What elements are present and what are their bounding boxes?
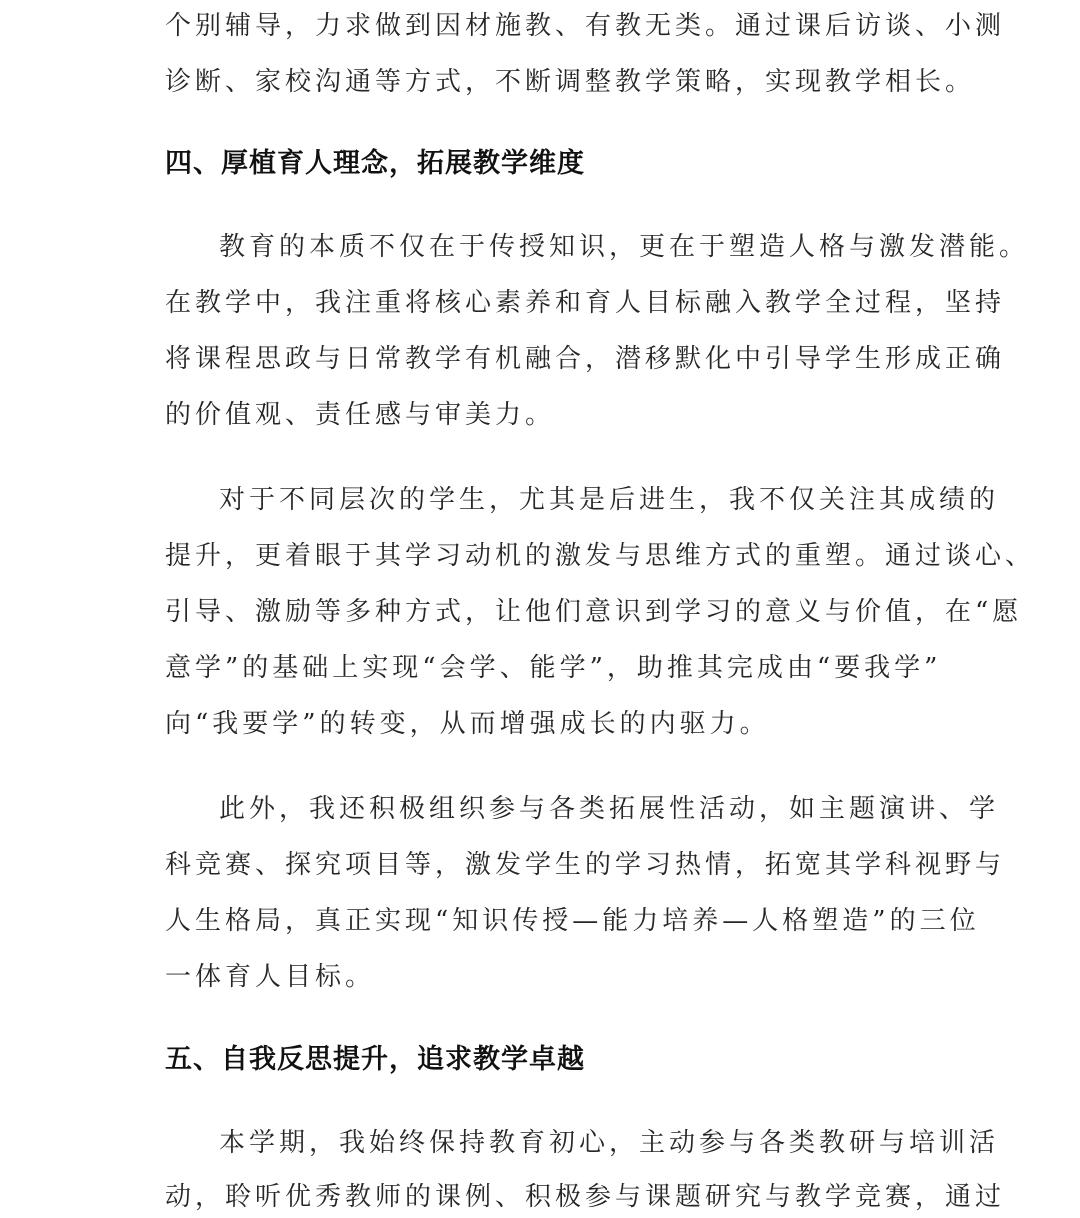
body-text-line: 提升，更着眼于其学习动机的激发与思维方式的重塑。通过谈心、 — [165, 541, 1036, 571]
body-text-line: 的价值观、责任感与审美力。 — [165, 400, 556, 430]
section-heading: 五、自我反思提升，追求教学卓越 — [165, 1044, 585, 1075]
body-text-line: 对于不同层次的学生，尤其是后进生，我不仅关注其成绩的 — [219, 485, 1000, 515]
body-text-line: 意学”的基础上实现“会学、能学”，助推其完成由“要我学” — [165, 653, 942, 683]
body-text-line: 向“我要学”的转变，从而增强成长的内驱力。 — [165, 709, 770, 739]
body-text-line: 将课程思政与日常教学有机融合，潜移默化中引导学生形成正确 — [165, 344, 1006, 374]
body-text-line: 人生格局，真正实现“知识传授—能力培养—人格塑造”的三位 — [165, 906, 980, 936]
body-text-line: 教育的本质不仅在于传授知识，更在于塑造人格与激发潜能。 — [219, 232, 1030, 262]
section-heading: 四、厚植育人理念，拓展教学维度 — [165, 148, 585, 179]
body-text-line: 科竞赛、探究项目等，激发学生的学习热情，拓宽其学科视野与 — [165, 850, 1006, 880]
body-text-line: 一体育人目标。 — [165, 962, 376, 992]
body-text-line: 本学期，我始终保持教育初心，主动参与各类教研与培训活 — [219, 1128, 1000, 1158]
body-text-line: 引导、激励等多种方式，让他们意识到学习的意义与价值，在“愿 — [165, 597, 1023, 627]
body-text-line: 个别辅导，力求做到因材施教、有教无类。通过课后访谈、小测 — [165, 11, 1006, 41]
body-text-line: 此外，我还积极组织参与各类拓展性活动，如主题演讲、学 — [219, 794, 1000, 824]
body-text-line: 动，聆听优秀教师的课例、积极参与课题研究与教学竞赛，通过 — [165, 1182, 1006, 1212]
body-text-line: 诊断、家校沟通等方式，不断调整教学策略，实现教学相长。 — [165, 67, 976, 97]
body-text-line: 在教学中，我注重将核心素养和育人目标融入教学全过程，坚持 — [165, 288, 1006, 318]
